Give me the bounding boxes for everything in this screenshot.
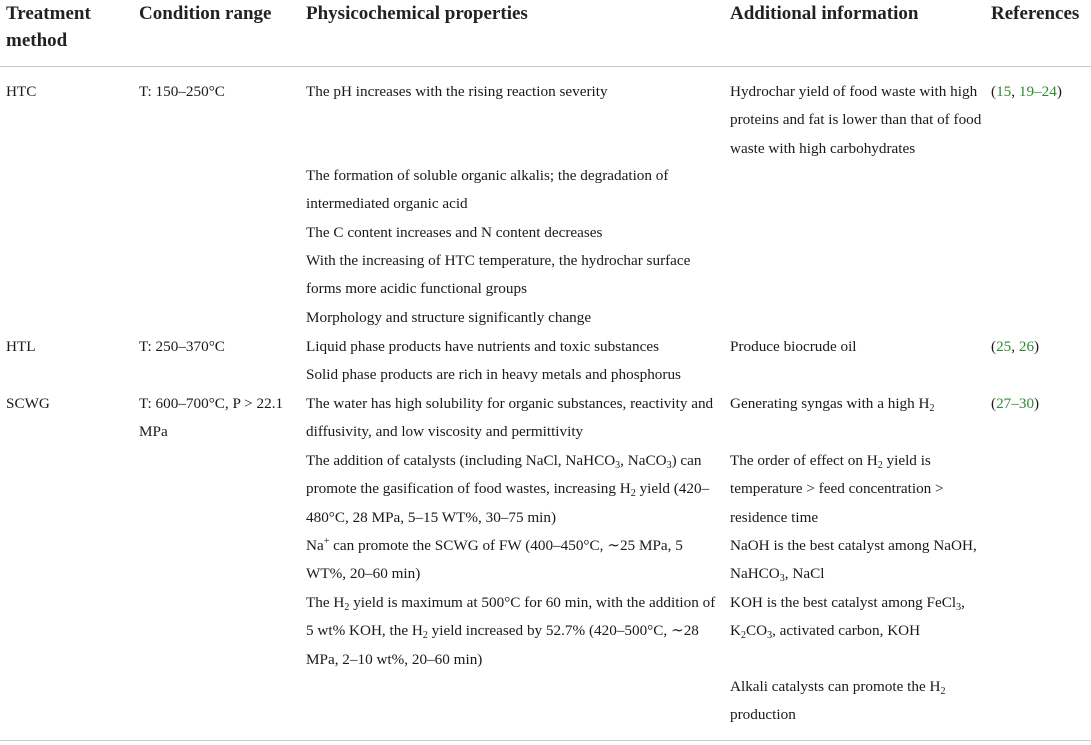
- header-condition-range: Condition range: [139, 3, 272, 24]
- htl-property-1: Liquid phase products have nutrients and toxic substances: [306, 338, 660, 355]
- htc-property-3: The C content increases and N content decreases: [306, 224, 603, 241]
- htl-additional-1: Produce biocrude oil: [730, 338, 857, 355]
- reference-link[interactable]: 19–24: [1018, 83, 1057, 100]
- reference-link[interactable]: 15: [996, 83, 1012, 100]
- header-treatment-method: Treatment method: [6, 3, 91, 51]
- htl-condition: T: 250–370°C: [139, 338, 225, 355]
- htc-references: (15, 19–24): [991, 83, 1062, 100]
- scwg-additional-5: Alkali catalysts can promote the $H_2$ production: [730, 678, 946, 724]
- reference-link[interactable]: 26: [1018, 338, 1035, 355]
- reference-link[interactable]: 25: [996, 338, 1012, 355]
- htc-property-4: With the increasing of HTC temperature, the hydrochar surface forms more acidic functional groups: [306, 252, 691, 298]
- header-additional-information: Additional information: [730, 3, 919, 24]
- htc-property-2: The formation of soluble organic alkalis; the degradation of intermediated organic acid: [306, 167, 669, 213]
- scwg-references: (27–30): [991, 395, 1040, 412]
- scwg-method: SCWG: [6, 395, 50, 412]
- header-references: References: [991, 3, 1080, 24]
- reference-link[interactable]: 27–30: [996, 395, 1035, 412]
- scwg-property-1: The water has high solubility for organic substances, reactivity and diffusivity, and low viscosity and permittivity: [306, 395, 714, 441]
- scwg-property-4: The $H_2$ yield is maximum at 500°C for 60 min, with the addition of 5 wt% KOH, the $H_2$ yield increased by 52.7% (420–500°C, ∼28 MPa, 2–10 wt%, 20–60 min): [306, 594, 716, 668]
- table-bottom-rule: [0, 740, 1091, 741]
- header-physicochemical-properties: Physicochemical properties: [306, 3, 528, 24]
- scwg-property-2: The addition of catalysts (including NaCl, NaHCO$_3$, NaCO$_3$) can promote the gasification of food wastes, increasing $H_2$ yield (420–480°C, 28 MPa, 5–15 WT%, 30–75 min): [306, 452, 710, 526]
- htc-additional-1: Hydrochar yield of food waste with high proteins and fat is lower than that of food waste with high carbohydrates: [730, 83, 982, 157]
- htl-property-2: Solid phase products are rich in heavy metals and phosphorus: [306, 366, 681, 383]
- htl-method: HTL: [6, 338, 36, 355]
- scwg-additional-2: The order of effect on $H_2$ yield is temperature > feed concentration > residence time: [730, 452, 944, 526]
- htc-property-1: The pH increases with the rising reaction severity: [306, 83, 608, 100]
- htl-references: (25, 26): [991, 338, 1040, 355]
- scwg-additional-3: NaOH is the best catalyst among NaOH, NaHCO$_3$, NaCl: [730, 537, 977, 585]
- scwg-property-3: Na+ can promote the SCWG of FW (400–450°C, ∼25 MPa, 5 WT%, 20–60 min): [306, 536, 683, 583]
- htc-property-5: Morphology and structure significantly change: [306, 309, 592, 326]
- scwg-additional-1: Generating syngas with a high $H_2$: [730, 395, 935, 414]
- header-divider: [0, 66, 1091, 67]
- scwg-condition: T: 600–700°C, P > 22.1 MPa: [139, 395, 284, 441]
- scwg-additional-4: KOH is the best catalyst among FeCl$_3$, $K_2CO_3$, activated carbon, KOH: [730, 594, 965, 642]
- htc-condition: T: 150–250°C: [139, 83, 225, 100]
- htc-method: HTC: [6, 83, 37, 100]
